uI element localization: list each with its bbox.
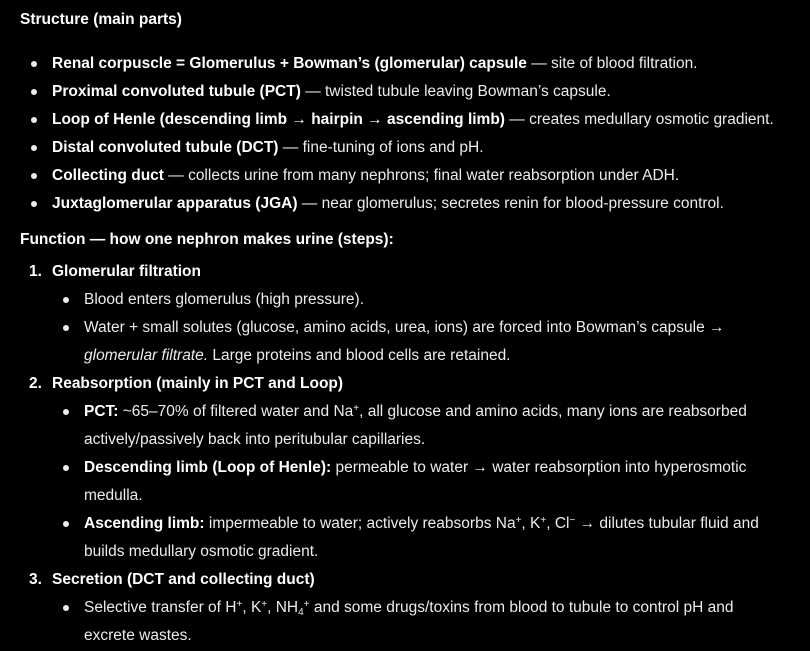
subscript: 4	[298, 607, 304, 618]
list-item	[84, 454, 746, 482]
list-item-term: Renal corpuscle = Glomerulus + Bowman’s (glomerular) capsule	[52, 55, 527, 72]
structure-heading: Structure (main parts)	[20, 11, 182, 28]
superscript: +	[353, 403, 360, 414]
list-item-continuation	[84, 342, 511, 370]
bullet-icon	[31, 89, 37, 95]
list-item-text	[52, 134, 484, 162]
bullet-icon	[31, 61, 37, 67]
bullet-icon	[63, 605, 69, 611]
bullet-icon	[63, 465, 69, 471]
item-text: , K	[521, 515, 541, 532]
superscript: +	[261, 599, 268, 610]
list-item-text	[52, 190, 724, 218]
superscript: +	[540, 515, 547, 526]
list-item-continuation: actively/passively back into peritubular capillaries.	[84, 431, 426, 448]
list-item: Water + small solutes (glucose, amino acids, urea, ions) are forced into Bowman’s capsule →	[84, 319, 725, 336]
list-item-desc: — site of blood filtration.	[526, 55, 698, 72]
item-text: → dilutes tubular fluid and	[575, 515, 759, 532]
list-item-desc: — near glomerulus; secretes renin for blood-pressure control.	[297, 195, 724, 212]
list-item-continuation: excrete wastes.	[84, 627, 192, 644]
list-item: Blood enters glomerulus (high pressure).	[84, 291, 364, 308]
step-title: Glomerular filtration	[52, 263, 201, 280]
bullet-icon	[31, 117, 37, 123]
step-title: Reabsorption (mainly in PCT and Loop)	[52, 375, 344, 392]
list-item-desc: — twisted tubule leaving Bowman’s capsule.	[300, 83, 611, 100]
list-item-term: Distal convoluted tubule (DCT)	[52, 139, 279, 156]
continuation-text: Large proteins and blood cells are retained.	[208, 347, 511, 364]
superscript: +	[236, 599, 243, 610]
item-text: impermeable to water; actively reabsorbs Na	[204, 515, 516, 532]
list-item	[84, 510, 759, 538]
item-text: , all glucose and amino acids, many ions are reabsorbed	[359, 403, 747, 420]
list-item-text	[52, 106, 774, 134]
list-item-continuation: builds medullary osmotic gradient.	[84, 543, 319, 560]
step-number: 1.	[29, 263, 42, 280]
bullet-icon	[31, 201, 37, 207]
list-item-term: Loop of Henle (descending limb → hairpin → ascending limb)	[52, 111, 505, 128]
item-text: , K	[242, 599, 262, 616]
list-item	[84, 398, 747, 426]
bullet-icon	[31, 173, 37, 179]
list-item-term: Collecting duct	[52, 167, 164, 184]
bullet-icon	[63, 521, 69, 527]
list-item-desc: — collects urine from many nephrons; final water reabsorption under ADH.	[163, 167, 680, 184]
superscript: +	[303, 599, 310, 610]
list-item-text	[52, 50, 698, 78]
item-text: and some drugs/toxins from blood to tubule to control pH and	[309, 599, 734, 616]
step-title: Secretion (DCT and collecting duct)	[52, 571, 315, 588]
item-label: PCT:	[84, 403, 119, 420]
step-number: 3.	[29, 571, 42, 588]
bullet-icon	[63, 297, 69, 303]
function-heading: Function — how one nephron makes urine (steps):	[20, 231, 394, 248]
bullet-icon	[63, 409, 69, 415]
list-item-text	[52, 162, 679, 190]
list-item	[84, 594, 733, 622]
list-item-term: Proximal convoluted tubule (PCT)	[52, 83, 301, 100]
superscript: +	[515, 515, 522, 526]
item-text: permeable to water → water reabsorption into hyperosmotic	[331, 459, 747, 476]
bullet-icon	[63, 325, 69, 331]
item-label: Descending limb (Loop of Henle):	[84, 459, 332, 476]
list-item-term: Juxtaglomerular apparatus (JGA)	[52, 195, 298, 212]
list-item-text	[52, 78, 611, 106]
list-item-desc: — creates medullary osmotic gradient.	[504, 111, 774, 128]
item-text: , NH	[267, 599, 299, 616]
superscript: −	[569, 515, 576, 526]
item-text: ~65–70% of filtered water and Na	[118, 403, 354, 420]
item-text: , Cl	[546, 515, 570, 532]
item-label: Ascending limb:	[84, 515, 205, 532]
list-item-desc: — fine-tuning of ions and pH.	[278, 139, 484, 156]
item-text: Selective transfer of H	[84, 599, 237, 616]
bullet-icon	[31, 145, 37, 151]
italic-term: glomerular filtrate.	[84, 347, 209, 364]
list-item-continuation: medulla.	[84, 487, 143, 504]
step-number: 2.	[29, 375, 42, 392]
